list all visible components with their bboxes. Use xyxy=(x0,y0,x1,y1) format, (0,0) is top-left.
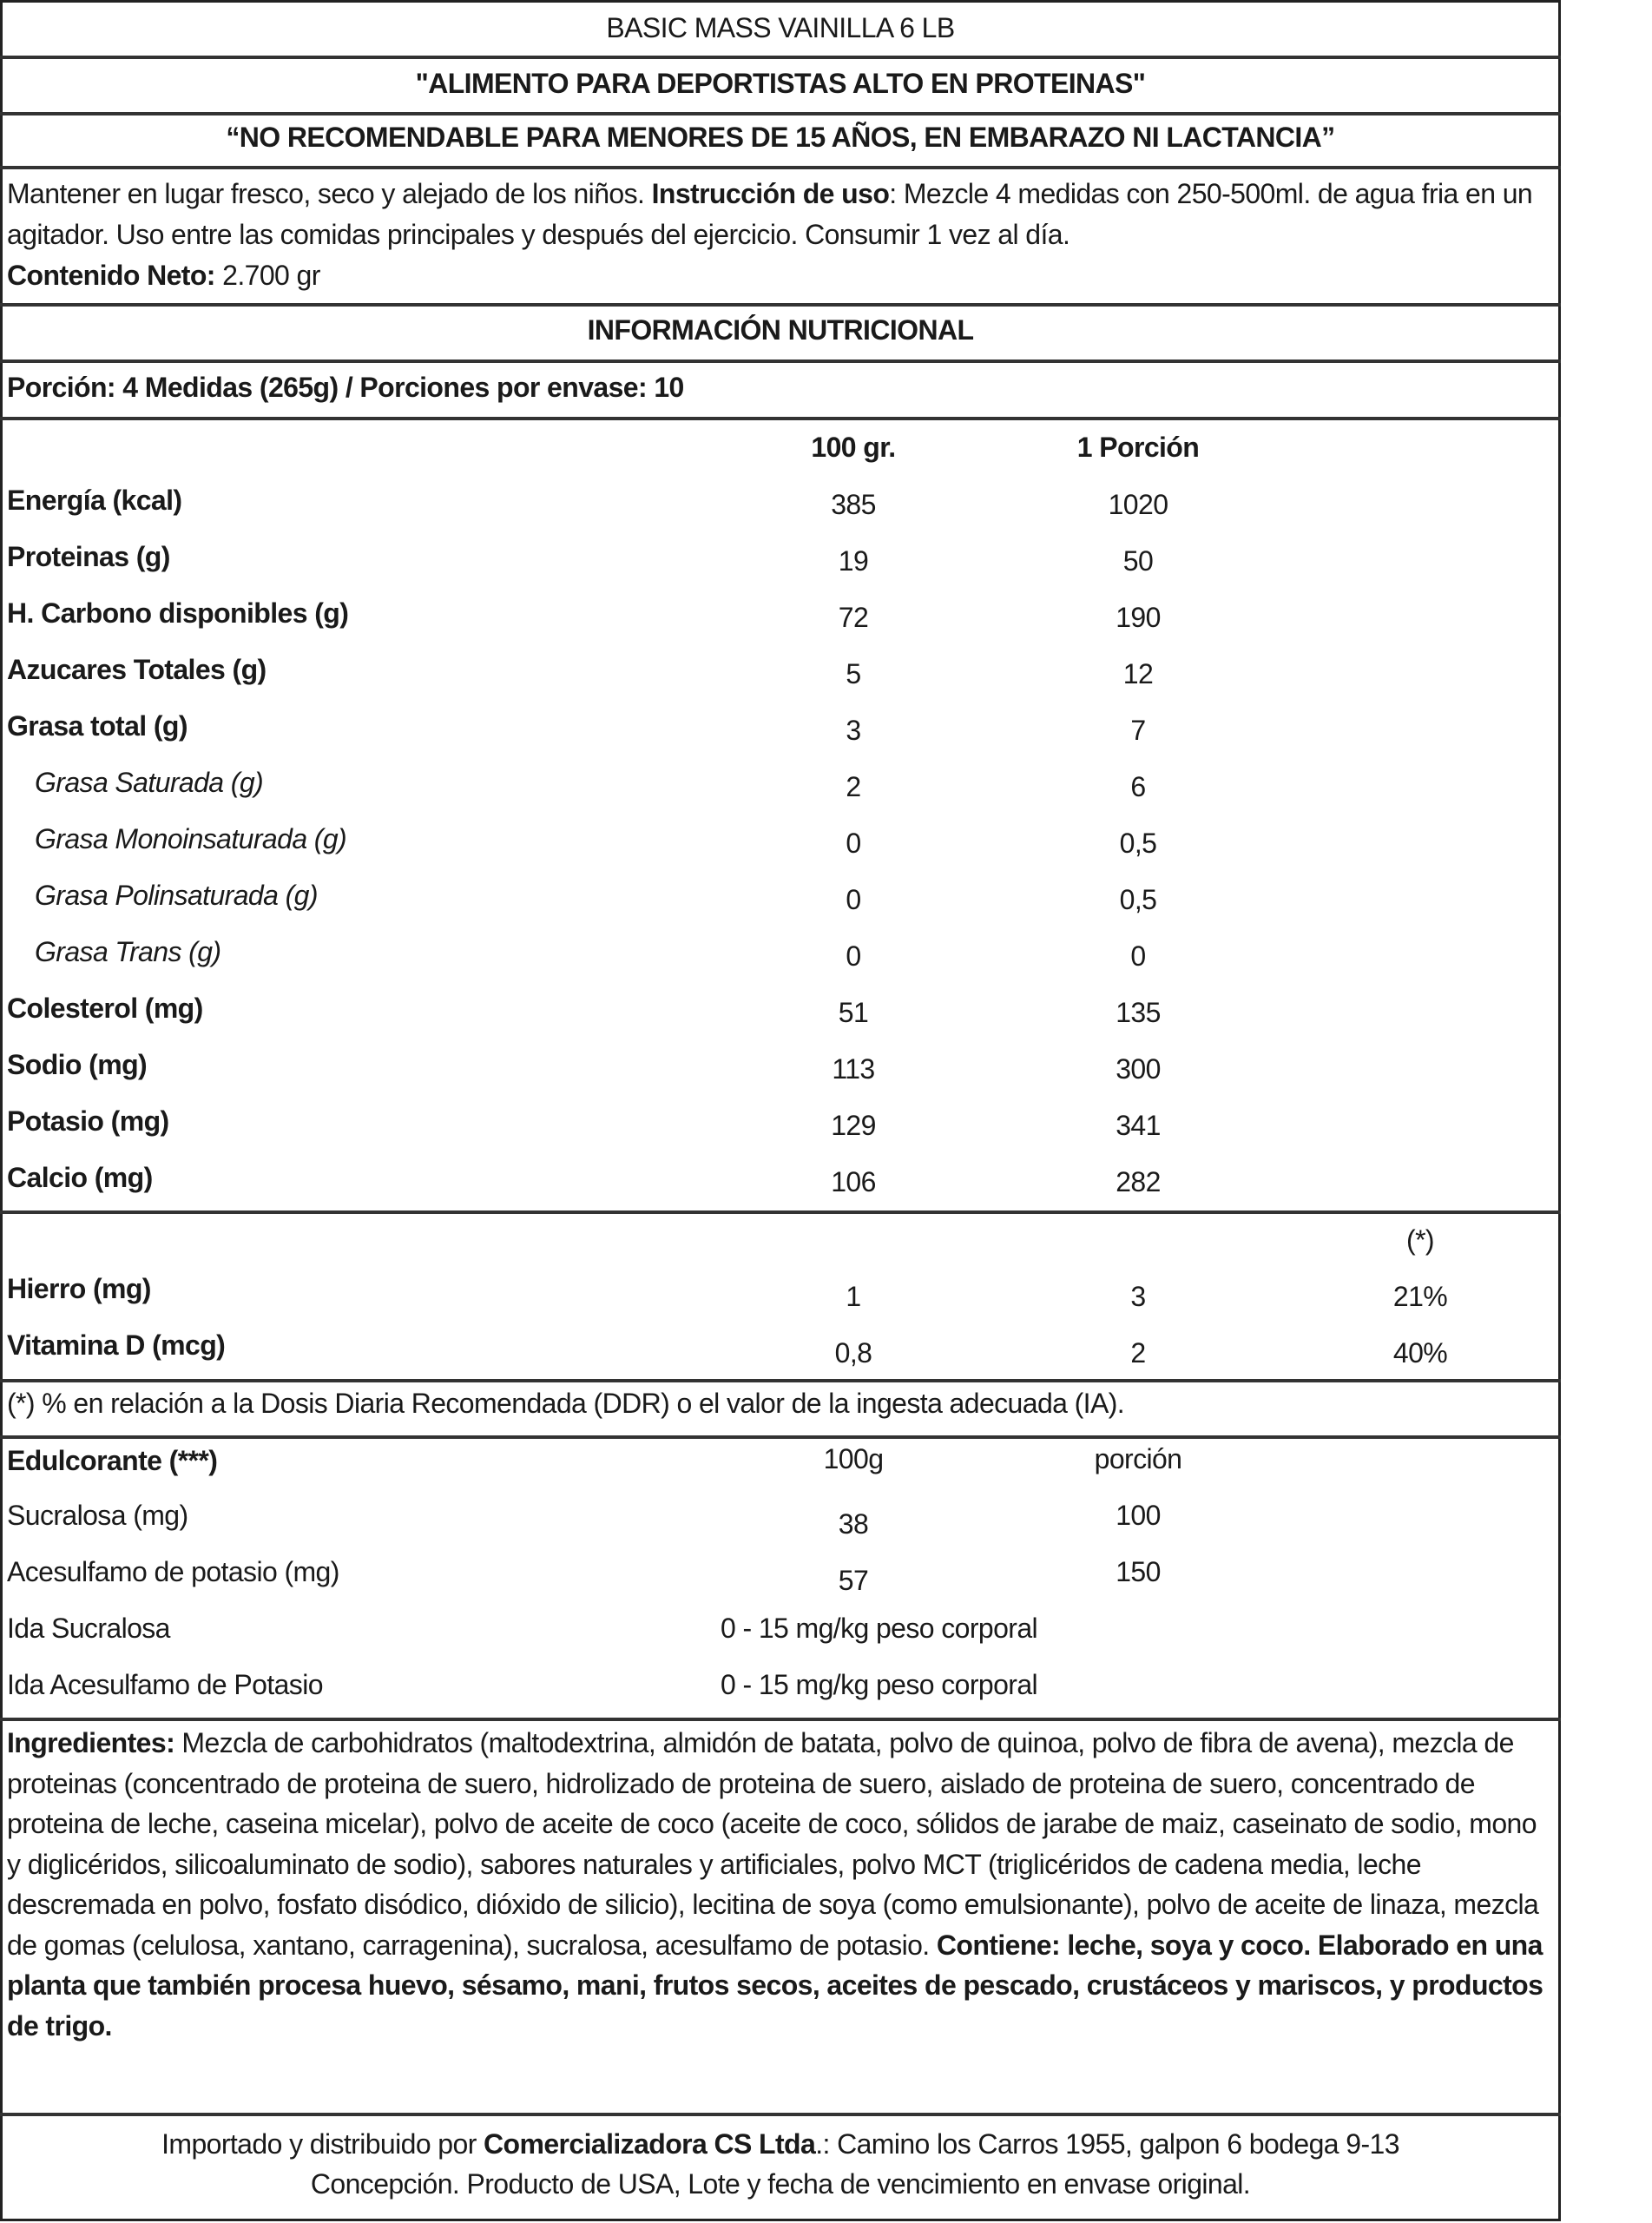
divider xyxy=(0,2113,1561,2116)
mineral-portion: 3 xyxy=(1130,1281,1146,1312)
ida-value: 0 - 15 mg/kg peso corporal xyxy=(721,1669,1038,1700)
nutrient-portion: 300 xyxy=(1116,1053,1161,1085)
nutrient-label: Grasa Polinsaturada (g) xyxy=(35,880,318,911)
nutrient-portion: 190 xyxy=(1116,602,1161,633)
nutrient-label: Potasio (mg) xyxy=(7,1105,169,1137)
importer-prefix: Importado y distribuido por xyxy=(161,2128,484,2160)
sweetener-col-portion: porción xyxy=(1094,1443,1182,1474)
nutrient-label: Energía (kcal) xyxy=(7,485,182,516)
nutrient-per100: 51 xyxy=(838,997,869,1028)
nutrient-label: Grasa Trans (g) xyxy=(35,936,221,967)
nutrient-portion: 7 xyxy=(1130,715,1146,746)
warning-text: “NO RECOMENDABLE PARA MENORES DE 15 AÑOS, EN EMBARAZO NI LACTANCIA” xyxy=(226,122,1335,153)
sweetener-label: Sucralosa (mg) xyxy=(7,1500,188,1531)
divider xyxy=(0,417,1561,420)
usage-text: : Mezcle 4 medidas con 250-500ml. de agua fria en un agitador. Uso entre las comidas principales y después del ejercicio. Consumir 1 vez al día. xyxy=(7,178,1533,250)
sweetener-per100: 57 xyxy=(838,1565,869,1596)
divider xyxy=(0,1435,1561,1439)
sweetener-portion: 100 xyxy=(1116,1500,1161,1531)
nutrient-portion: 135 xyxy=(1116,997,1161,1028)
importer-address: .: Camino los Carros 1955, galpon 6 bodega 9-13 xyxy=(815,2128,1399,2160)
product-title: BASIC MASS VAINILLA 6 LB xyxy=(606,12,955,43)
nutrient-portion: 1020 xyxy=(1108,489,1168,520)
nutrient-per100: 3 xyxy=(846,715,861,746)
nutrient-portion: 282 xyxy=(1116,1166,1161,1197)
nutrient-portion: 0 xyxy=(1130,940,1146,972)
nutrient-label: Calcio (mg) xyxy=(7,1162,153,1193)
ingredients-text: Mezcla de carbohidratos (maltodextrina, almidón de batata, polvo de quinoa, polvo de fibra de avena), mezcla de proteinas (concentrado de proteina de suero, hidrolizado de proteina de suero, aislado de proteina de suero, concentrado de proteina de leche, caseina micelar), polvo de aceite de coco (aceite de coco, sólidos de jarabe de maiz, caseinato de sodio, mono y diglicéridos, silicoaluminato de sodio), sabores naturales y artificiales, polvo MCT (triglicéridos de cadena media, leche descremada en polvo, fosfato disódico, dióxido de silicio), lecitina de soya (como emulsionante), polvo de aceite de linaza, mezcla de gomas (celulosa, xantano, carragenina), sucralosa, acesulfamo de potasio. xyxy=(7,1727,1539,1961)
origin-text: Concepción. Producto de USA, Lote y fecha de vencimiento en envase original. xyxy=(310,2168,1251,2200)
pct-header: (*) xyxy=(1406,1224,1434,1256)
instructions-block xyxy=(7,174,1552,296)
ida-label: Ida Acesulfamo de Potasio xyxy=(7,1669,323,1700)
col-header-portion: 1 Porción xyxy=(1076,432,1200,463)
nutrient-label: Grasa Saturada (g) xyxy=(35,767,264,798)
nutrient-per100: 106 xyxy=(831,1166,876,1197)
divider xyxy=(0,166,1561,169)
divider xyxy=(0,1210,1561,1214)
nutrient-label: Grasa total (g) xyxy=(7,710,188,742)
mineral-label: Vitamina D (mcg) xyxy=(7,1329,226,1361)
sweetener-per100: 38 xyxy=(838,1508,869,1540)
nutrient-label: Proteinas (g) xyxy=(7,541,170,572)
sweetener-label: Acesulfamo de potasio (mg) xyxy=(7,1556,339,1587)
nutrient-per100: 113 xyxy=(832,1053,875,1085)
divider xyxy=(0,56,1561,59)
importer-info xyxy=(0,2124,1561,2204)
nutrient-per100: 0 xyxy=(846,884,861,915)
nutrient-label: Grasa Monoinsaturada (g) xyxy=(35,823,347,854)
dv-footnote: (*) % en relación a la Dosis Diaria Recomendada (DDR) o el valor de la ingesta adecuada (IA). xyxy=(7,1388,1125,1419)
net-content-label: Contenido Neto: xyxy=(7,260,215,291)
nutrient-portion: 0,5 xyxy=(1119,884,1157,915)
nutrient-label: Colesterol (mg) xyxy=(7,993,203,1024)
divider xyxy=(0,303,1561,307)
nutrient-label: Sodio (mg) xyxy=(7,1049,148,1080)
mineral-pct: 40% xyxy=(1392,1337,1448,1369)
nutrient-per100: 385 xyxy=(831,489,876,520)
nutrient-portion: 6 xyxy=(1130,771,1146,802)
importer-company: Comercializadora CS Ltda xyxy=(484,2128,816,2160)
net-content-value: 2.700 gr xyxy=(214,260,320,291)
storage-text: Mantener en lugar fresco, seco y alejado de los niños. xyxy=(7,178,652,209)
serving-size: Porción: 4 Medidas (265g) / Porciones por envase: 10 xyxy=(7,372,684,403)
sweetener-col-100g: 100g xyxy=(823,1443,884,1474)
ida-label: Ida Sucralosa xyxy=(7,1613,170,1644)
ida-value: 0 - 15 mg/kg peso corporal xyxy=(721,1613,1038,1644)
nutrient-portion: 341 xyxy=(1116,1110,1161,1141)
nutrient-per100: 0 xyxy=(846,940,861,972)
nutrient-portion: 50 xyxy=(1122,545,1154,577)
mineral-per100: 1 xyxy=(846,1281,861,1312)
divider xyxy=(0,112,1561,115)
product-subtitle: "ALIMENTO PARA DEPORTISTAS ALTO EN PROTEINAS" xyxy=(415,68,1146,99)
divider xyxy=(0,360,1561,363)
mineral-per100: 0,8 xyxy=(834,1337,872,1369)
nutrient-per100: 2 xyxy=(846,771,861,802)
ingredients-label: Ingredientes: xyxy=(7,1727,175,1758)
ingredients-block xyxy=(7,1723,1552,2046)
allergens-text: Contiene: leche, soya y coco. Elaborado en una planta que también procesa huevo, sésamo, mani, frutos secos, aceites de pescado, crustáceos y mariscos, y productos de trigo. xyxy=(7,1929,1543,2042)
nutrient-label: Azucares Totales (g) xyxy=(7,654,267,685)
divider xyxy=(0,1379,1561,1382)
nutrient-per100: 72 xyxy=(838,602,869,633)
mineral-pct: 21% xyxy=(1392,1281,1448,1312)
mineral-portion: 2 xyxy=(1130,1337,1146,1369)
divider xyxy=(0,1718,1561,1721)
nutrient-label: H. Carbono disponibles (g) xyxy=(7,597,349,629)
nutrient-per100: 0 xyxy=(846,828,861,859)
nutrient-portion: 0,5 xyxy=(1119,828,1157,859)
sweetener-title: Edulcorante (***) xyxy=(7,1445,218,1476)
nutrient-portion: 12 xyxy=(1122,658,1154,689)
mineral-label: Hierro (mg) xyxy=(7,1273,151,1304)
nutrient-per100: 19 xyxy=(838,545,869,577)
usage-label: Instrucción de uso xyxy=(651,178,890,209)
nutrient-per100: 129 xyxy=(831,1110,876,1141)
sweetener-portion: 150 xyxy=(1116,1556,1161,1587)
col-header-100g: 100 gr. xyxy=(811,432,896,463)
nutrition-title: INFORMACIÓN NUTRICIONAL xyxy=(587,314,974,346)
nutrient-per100: 5 xyxy=(846,658,861,689)
